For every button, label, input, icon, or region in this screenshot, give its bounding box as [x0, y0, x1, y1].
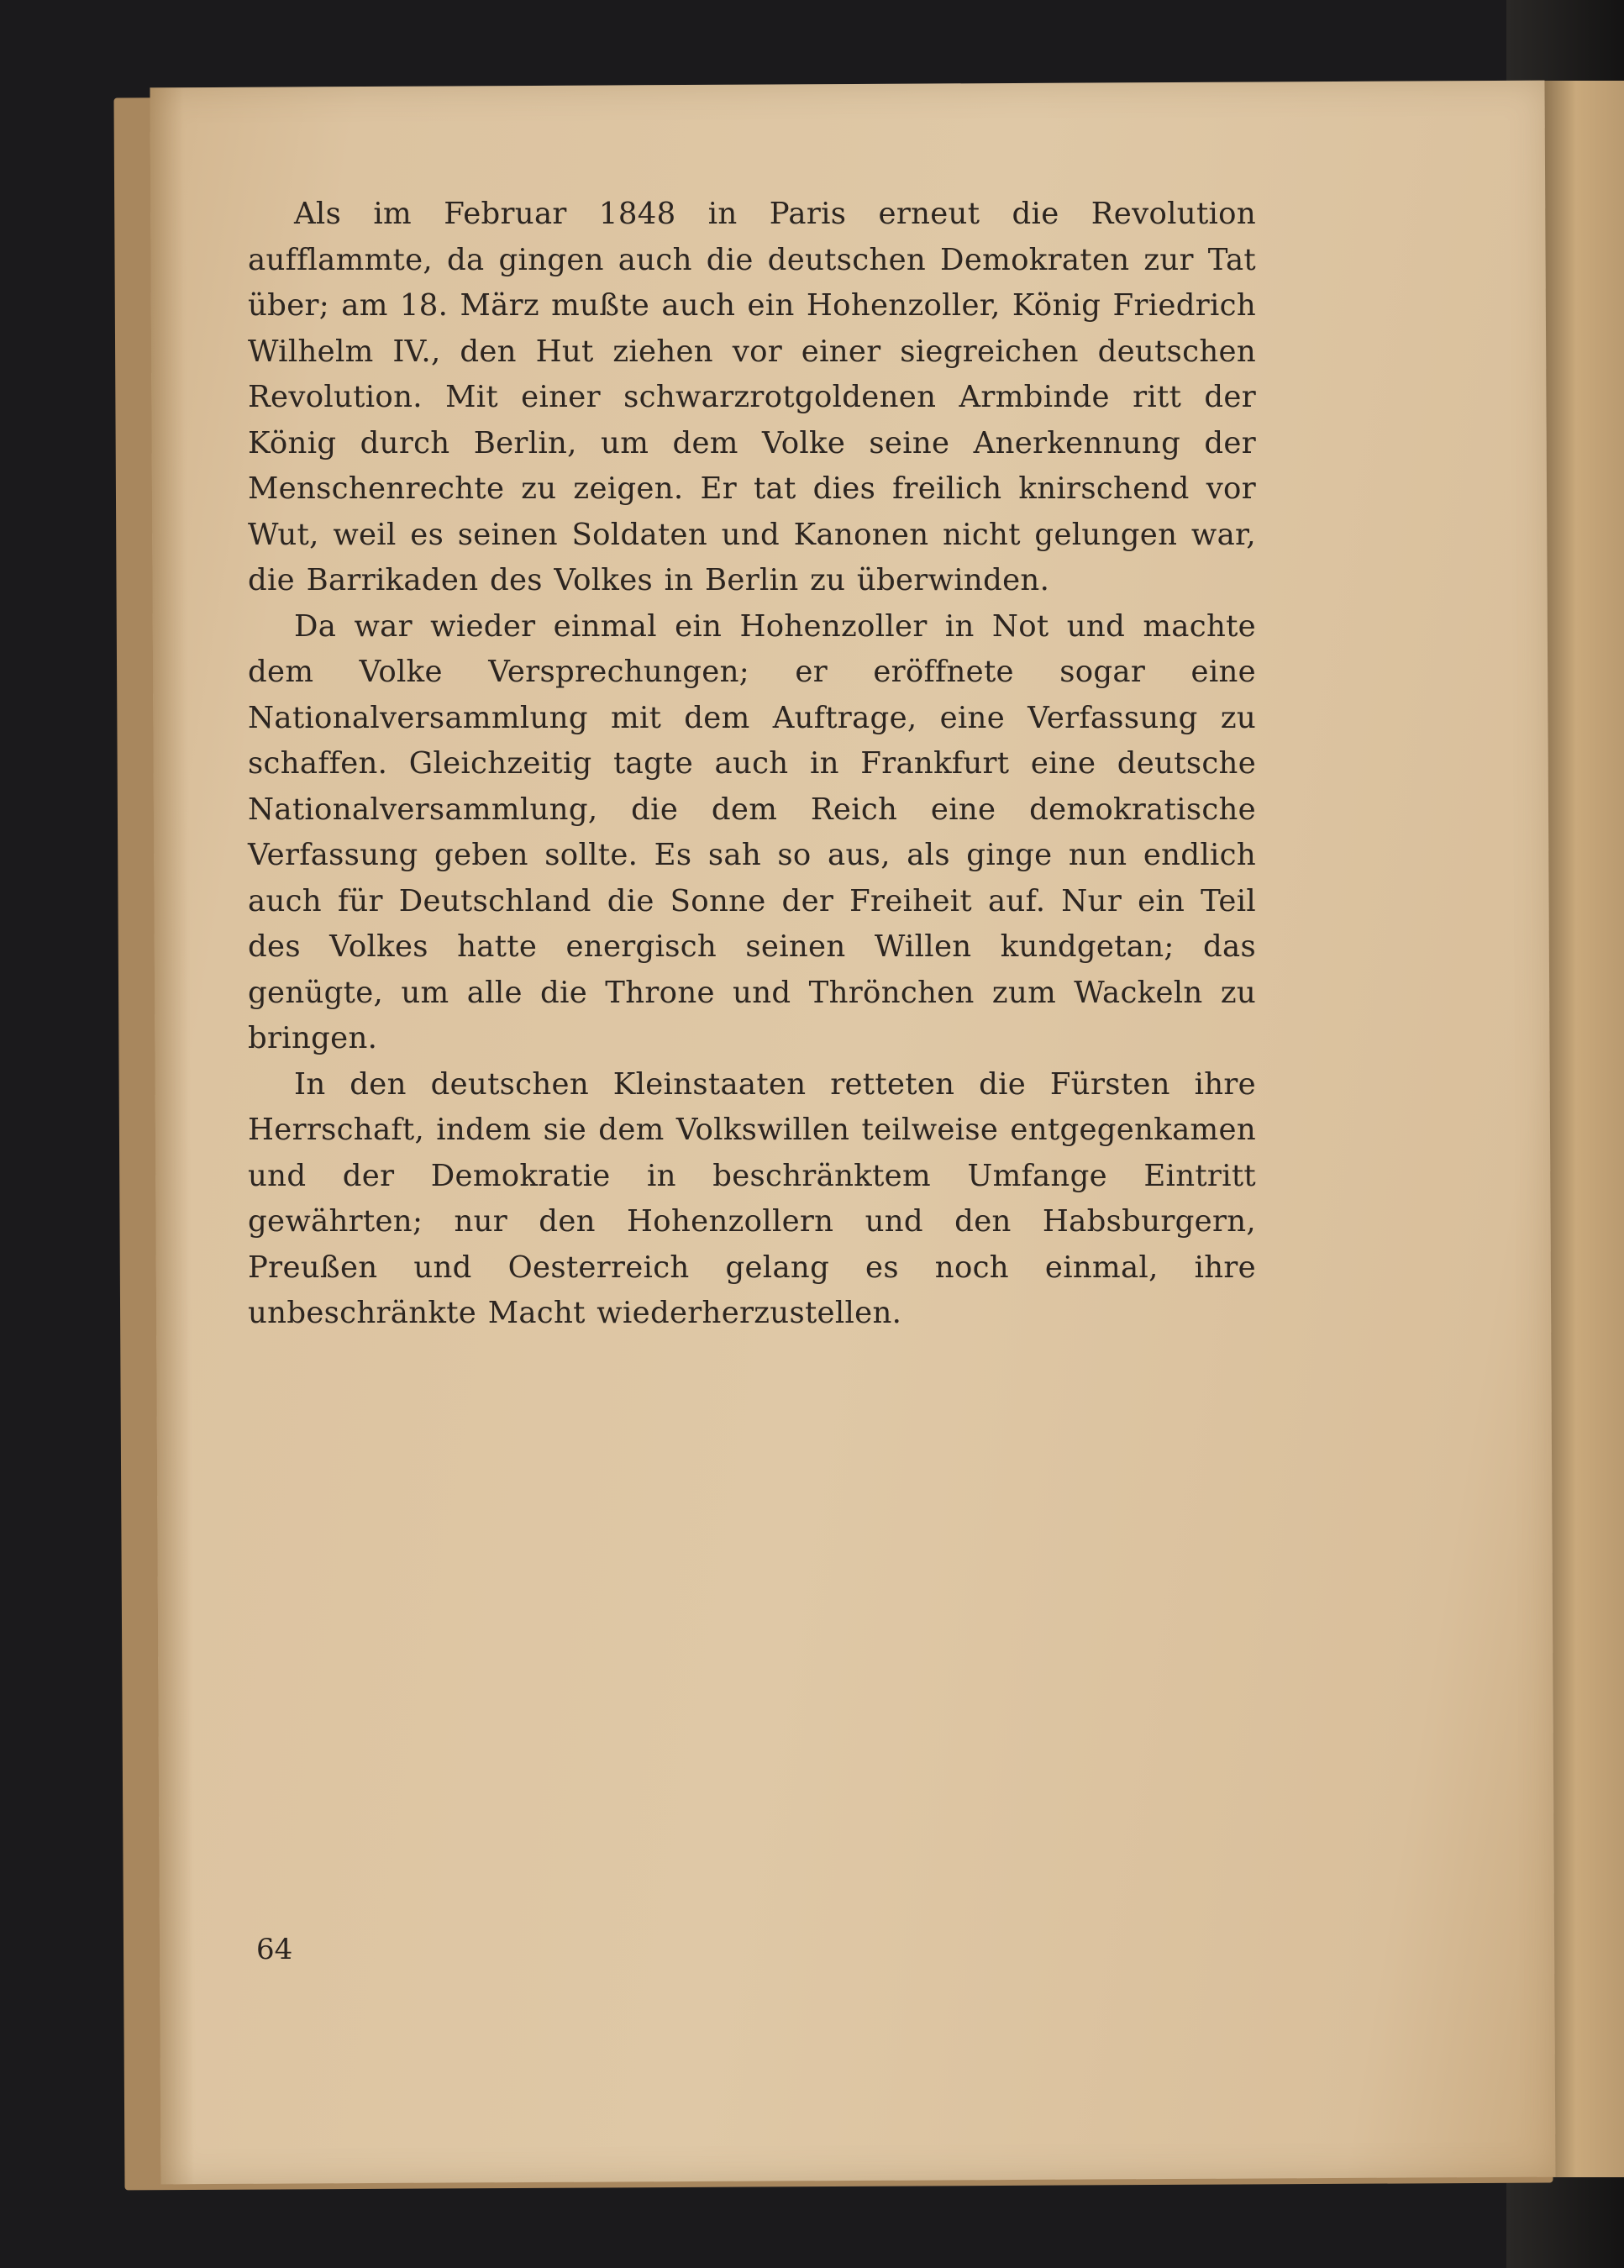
paragraph-2: Da war wieder einmal ein Hohenzoller in Not und machte dem Volke Versprechungen; er eröffnete sogar eine Nationalversammlung mit dem Auftrage, eine Verfassung zu schaffen. Gleichzeitig tagte auch in Frankfurt eine deutsche Nationalversammlung, die dem Reich eine demokratische Verfassung geben sollte. Es sah so aus, als ginge nun endlich auch für Deutschland die Sonne der Freiheit auf. Nur ein Teil des Volkes hatte energisch seinen Willen kundgetan; das genügte, um alle die Throne und Thrönchen zum Wackeln zu bringen. — [248, 608, 1256, 1055]
next-page-edge — [1544, 81, 1624, 2177]
paragraph-3: In den deutschen Kleinstaaten retteten die Fürsten ihre Herrschaft, indem sie dem Volkswillen teilweise entgegenkamen und der Demokratie in beschränktem Umfange Eintritt gewährten; nur den Hohenzollern und den Habsburgern, Preußen und Oesterreich gelang es noch einmal, ihre unbeschränkte Macht wiederherzustellen. — [248, 1066, 1256, 1330]
page-number: 64 — [256, 1933, 293, 1966]
paragraph-1: Als im Februar 1848 in Paris erneut die Revolution aufflammte, da gingen auch die deutschen Demokraten zur Tat über; am 18. März mußte auch ein Hohenzoller, König Friedrich Wilhelm IV., den Hut ziehen vor einer siegreichen deutschen Revolution. Mit einer schwarzrotgoldenen Armbinde ritt der König durch Berlin, um dem Volke seine Anerkennung der Menschenrechte zu zeigen. Er tat dies freilich knirschend vor Wut, weil es seinen Soldaten und Kanonen nicht gelungen war, die Barrikaden des Volkes in Berlin zu überwinden. — [248, 197, 1256, 597]
body-text — [248, 192, 1256, 1337]
